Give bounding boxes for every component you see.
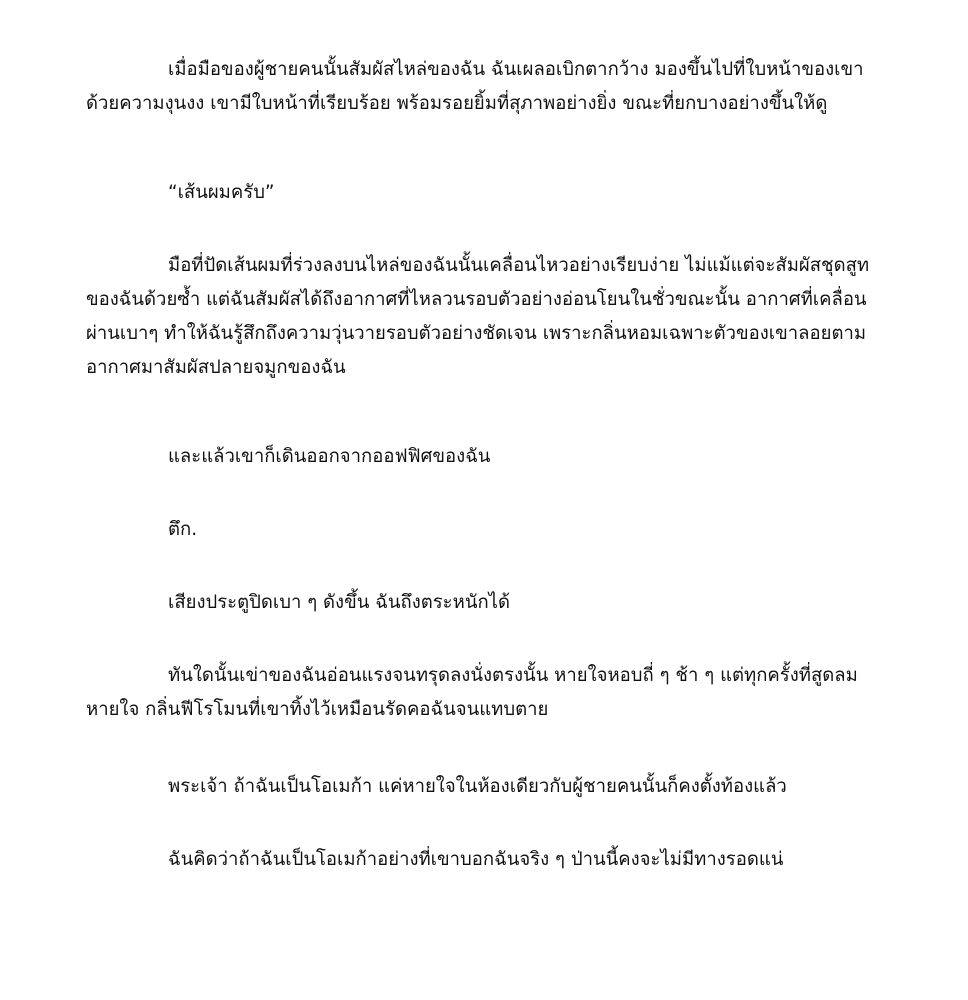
paragraph-4: และแล้วเขาก็เดินออกจากออฟฟิศของฉัน bbox=[168, 446, 491, 467]
paragraph-1: เมื่อมือของผู้ชายคนนั้นสัมผัสไหล่ของฉัน ฉันเผลอเบิกตากว้าง มองขึ้นไปที่ใบหน้าของเขาด้วยความงุนงง เขามีใบหน้าที่เรียบร้อย พร้อมรอยยิ้มที่สุภาพอย่างยิ่ง ขณะที่ยกบางอย่างขึ้นให้ดู bbox=[86, 59, 864, 114]
paragraph-5: ตึก. bbox=[168, 519, 198, 540]
paragraph-3: มือที่ปัดเส้นผมที่ร่วงลงบนไหล่ของฉันนั้นเคลื่อนไหวอย่างเรียบง่าย ไม่แม้แต่จะสัมผัสชุดสูทของฉันด้วยซ้ำ แต่ฉันสัมผัสได้ถึงอากาศที่ไหลวนรอบตัวอย่างอ่อนโยนในชั่วขณะนั้น อากาศที่เคลื่อนผ่านเบาๆ ทำให้ฉันรู้สึกถึงความวุ่นวายรอบตัวอย่างชัดเจน เพราะกลิ่นหอมเฉพาะตัวของเขาลอยตามอากาศมาสัมผัสปลายจมูกของฉัน bbox=[86, 255, 870, 378]
paragraph-2: “เส้นผมครับ” bbox=[168, 182, 275, 203]
paragraph-7: ทันใดนั้นเข่าของฉันอ่อนแรงจนทรุดลงนั่งตรงนั้น หายใจหอบถี่ ๆ ช้า ๆ แต่ทุกครั้งที่สูดลมหายใจ กลิ่นฟีโรโมนที่เขาทิ้งไว้เหมือนรัดคอฉันจนแทบตาย bbox=[86, 665, 858, 720]
paragraph-8: พระเจ้า ถ้าฉันเป็นโอเมก้า แค่หายใจในห้องเดียวกับผู้ชายคนนั้นก็คงตั้งท้องแล้ว bbox=[168, 776, 787, 797]
paragraph-9: ฉันคิดว่าถ้าฉันเป็นโอเมก้าอย่างที่เขาบอกฉันจริง ๆ ป่านนี้คงจะไม่มีทางรอดแน่ bbox=[168, 849, 784, 869]
paragraph-6: เสียงประตูปิดเบา ๆ ดังขึ้น ฉันถึงตระหนักได้ bbox=[168, 592, 510, 613]
